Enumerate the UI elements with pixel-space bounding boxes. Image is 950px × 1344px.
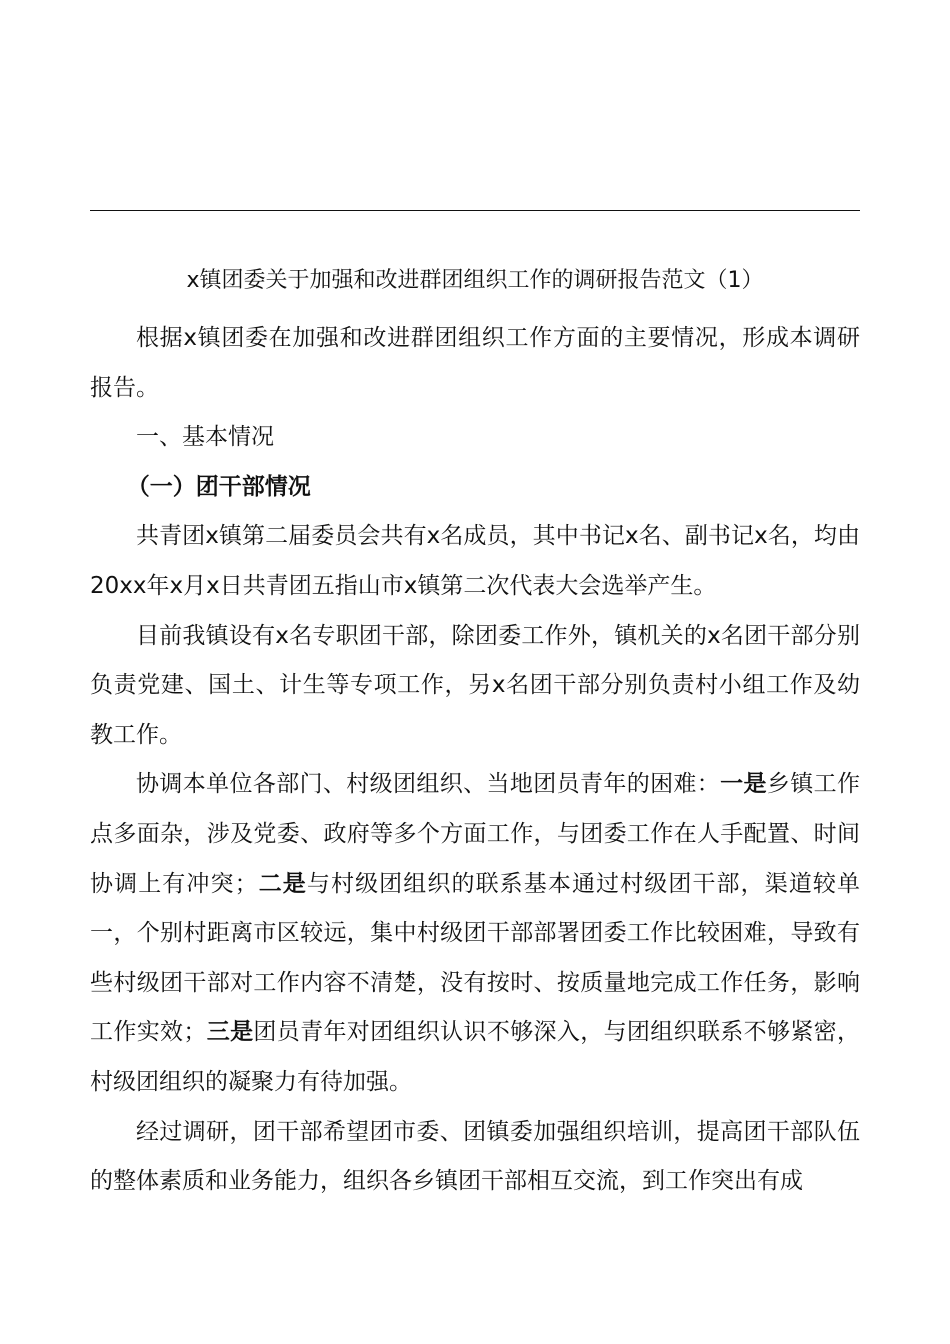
paragraph-suggestions: 经过调研，团干部希望团市委、团镇委加强组织培训，提高团干部队伍的整体素质和业务能力，组织各乡镇团干部相互交流，到工作突出有成 [90,1118,860,1195]
point-two-text: 与村级团组织的联系基本通过村级团干部，渠道较单一，个别村距离市区较远，集中村级团干部部署团委工作比较困难，导致有些村级团干部对工作内容不清楚，没有按时、按质量地完成工作任务，影响工作实效； [90,870,861,1046]
header-rule [90,210,860,211]
subsection-heading: （一）团干部情况 [126,473,311,500]
point-two-label: 二是 [257,870,307,897]
paragraph-members: 共青团x镇第二届委员会共有x名成员，其中书记x名、副书记x名，均由20xx年x月x日共青团五指山市x镇第二次代表大会选举产生。 [90,523,860,599]
paragraph-cadres: 目前我镇设有x名专职团干部，除团委工作外，镇机关的x名团干部分别负责党建、国土、计生等专项工作，另x名团干部分别负责村小组工作及幼教工作。 [90,622,860,748]
intro-paragraph: 根据x镇团委在加强和改进群团组织工作方面的主要情况，形成本调研报告。 [90,325,860,401]
document-title: x镇团委关于加强和改进群团组织工作的调研报告范文（1） [186,268,764,293]
point-three-text: 团员青年对团组织认识不够深入，与团组织联系不够紧密，村级团组织的凝聚力有待加强。 [90,1019,860,1095]
difficulties-lead: 协调本单位各部门、村级团组织、当地团员青年的困难： [136,771,721,798]
point-one-label: 一是 [720,771,767,798]
point-one-text: 乡镇工作点多面杂，涉及党委、政府等多个方面工作，与团委工作在人手配置、时间协调上有冲突； [90,771,861,897]
section-heading: 一、基本情况 [136,424,274,451]
document-body [90,256,860,1207]
point-three-label: 三是 [206,1019,254,1046]
paragraph-difficulties [90,760,860,1107]
